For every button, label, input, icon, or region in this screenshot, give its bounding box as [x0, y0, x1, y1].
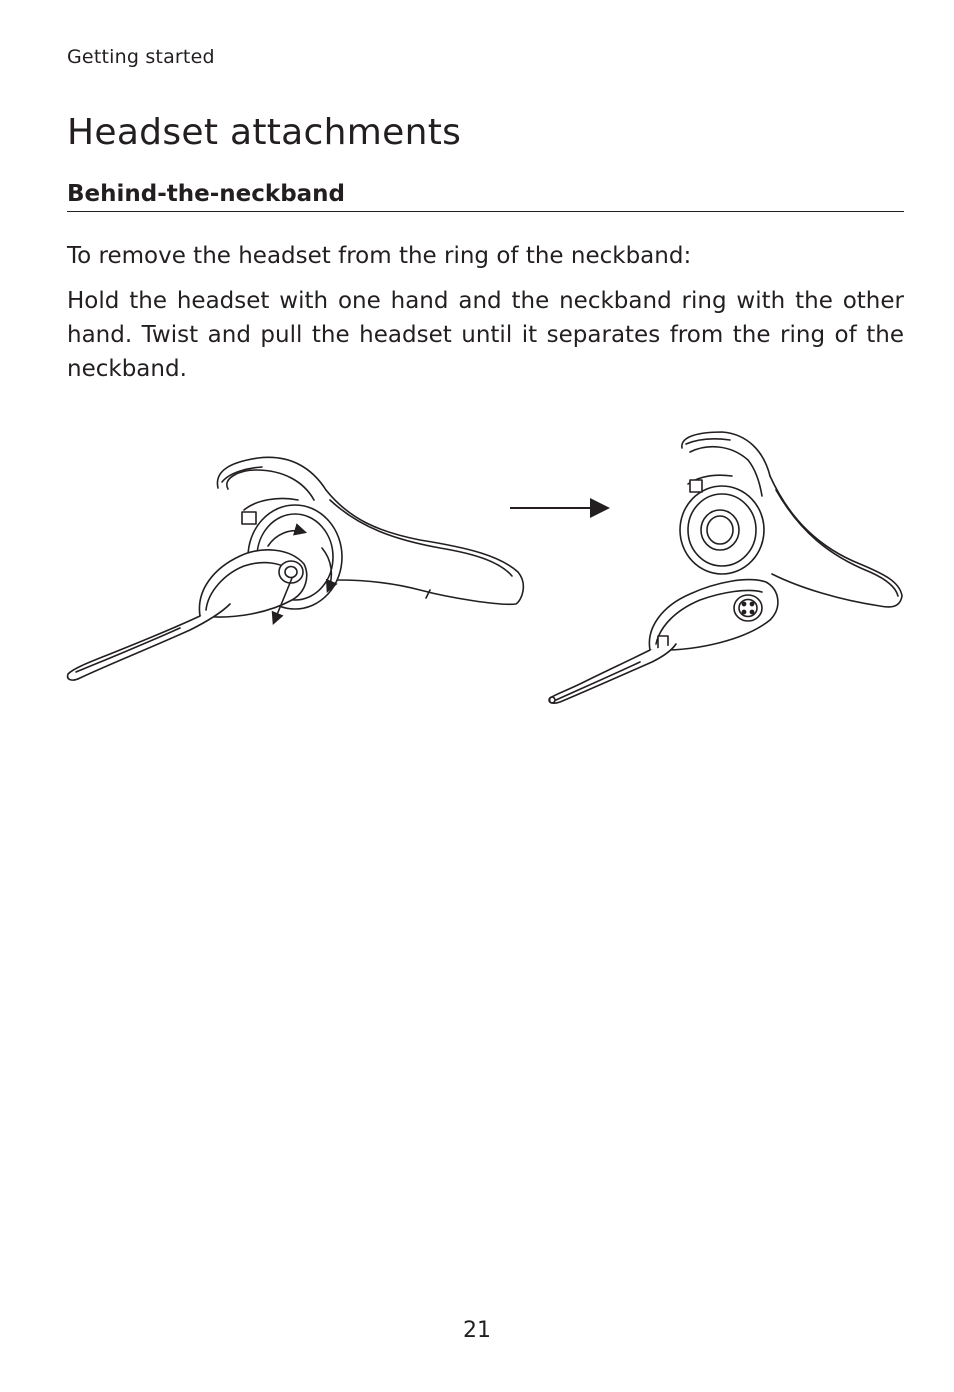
- detached-headset-icon: [549, 580, 778, 704]
- page-title: Headset attachments: [67, 112, 462, 153]
- detached-neckband-icon: [680, 432, 902, 607]
- running-head: Getting started: [67, 46, 215, 68]
- headset-on-neckband-icon: [68, 457, 524, 680]
- section-heading: Behind-the-neckband: [67, 181, 904, 212]
- intro-text: To remove the headset from the ring of the neckband:: [67, 243, 692, 269]
- page-number: 21: [463, 1318, 491, 1343]
- instructions-text: Hold the headset with one hand and the neckband ring with the other hand. Twist and pull the headset until it separates from the ring of the neckband.: [67, 288, 904, 382]
